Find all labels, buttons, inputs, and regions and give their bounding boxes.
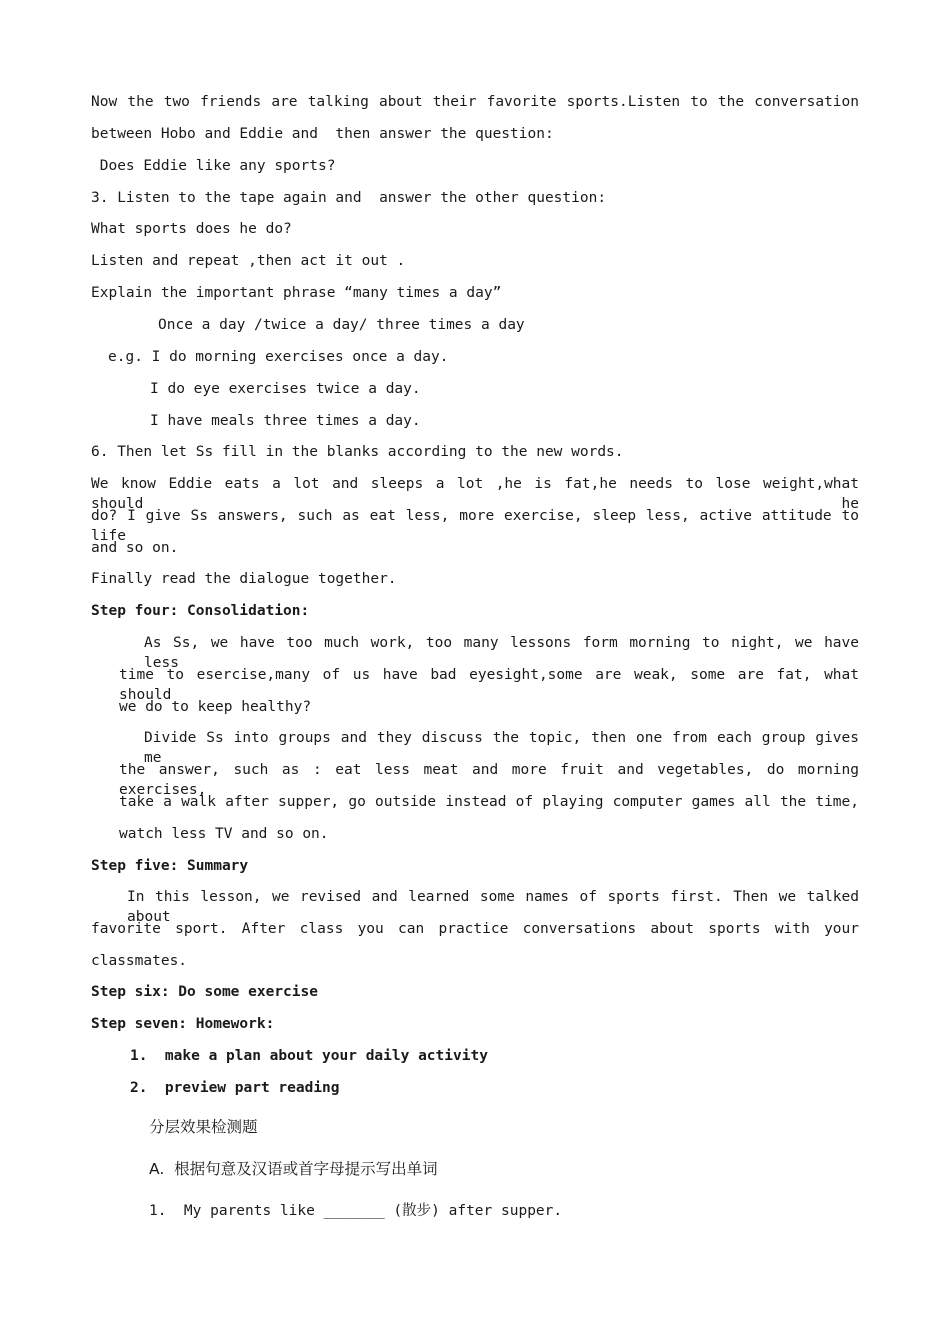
paragraph-line: watch less TV and so on. [119, 826, 329, 842]
paragraph-line: do? I give Ss answers, such as eat less, more exercise, sleep less, active attitude to life [91, 508, 859, 544]
paragraph-line: Now the two friends are talking about their favorite sports.Listen to the conversation [91, 94, 859, 110]
paragraph-line: classmates. [91, 953, 188, 969]
example-sentence: I have meals three times a day. [150, 413, 421, 429]
step-heading: Step four: Consolidation: [91, 603, 310, 619]
paragraph-line: favorite sport. After class you can practice conversations about sports with your [91, 921, 859, 937]
step-heading: Step seven: Homework: [91, 1016, 275, 1032]
paragraph-line: We know Eddie eats a lot and sleeps a lot ,he is fat,he needs to lose weight,what should he [91, 476, 859, 512]
phrase-example: Once a day /twice a day/ three times a day [158, 317, 525, 333]
step-heading: Step five: Summary [91, 858, 249, 874]
paragraph-line: and so on. [91, 540, 179, 556]
question-line: What sports does he do? [91, 221, 292, 237]
paragraph-line: As Ss, we have too much work, too many lessons form morning to night, we have less [144, 635, 859, 671]
step-heading: Step six: Do some exercise [91, 984, 318, 1000]
homework-item: 1. make a plan about your daily activity [130, 1048, 488, 1064]
example-sentence: e.g. I do morning exercises once a day. [108, 349, 449, 365]
exercise-item: 1. My parents like _______ (散步) after supper. [149, 1203, 563, 1219]
paragraph-line: Listen and repeat ,then act it out . [91, 253, 406, 269]
question-line: Does Eddie like any sports? [91, 158, 336, 174]
paragraph-line: Divide Ss into groups and they discuss the topic, then one from each group gives me [144, 730, 859, 766]
paragraph-line: time to esercise,many of us have bad eyesight,some are weak, some are fat, what should [119, 667, 859, 703]
paragraph-line: Finally read the dialogue together. [91, 571, 397, 587]
step-item: 3. Listen to the tape again and answer the other question: [91, 190, 607, 206]
section-title: 分层效果检测题 [149, 1118, 258, 1136]
paragraph-line: Explain the important phrase “many times a day” [91, 285, 502, 301]
example-sentence: I do eye exercises twice a day. [150, 381, 421, 397]
paragraph-line: take a walk after supper, go outside instead of playing computer games all the time, [119, 794, 859, 810]
paragraph-line: In this lesson, we revised and learned some names of sports first. Then we talked about [127, 889, 859, 925]
paragraph-line: the answer, such as : eat less meat and more fruit and vegetables, do morning exercises, [119, 762, 859, 798]
paragraph-line: between Hobo and Eddie and then answer the question: [91, 126, 554, 142]
step-item: 6. Then let Ss fill in the blanks according to the new words. [91, 444, 624, 460]
exercise-instruction: A. 根据句意及汉语或首字母提示写出单词 [149, 1160, 438, 1178]
homework-item: 2. preview part reading [130, 1080, 340, 1096]
paragraph-line: we do to keep healthy? [119, 699, 312, 715]
